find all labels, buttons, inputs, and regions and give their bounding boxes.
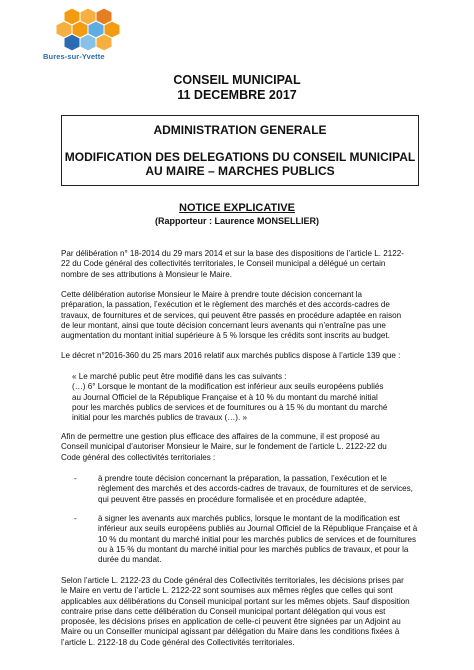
text-line: inférieur aux seuils européens publiés au Journal Officiel de la République Française et à <box>98 524 418 534</box>
text-line: 10 % du montant du marché initial pour les marchés publics de services et de fournitures <box>98 534 417 544</box>
text-line: Par délibération n° 18-2014 du 29 mars 2014 et sur la base des dispositions de l’article L. 2122- <box>61 249 404 258</box>
logo-text: Bures-sur-Yvette <box>43 52 105 61</box>
paragraph-4 <box>61 432 419 463</box>
bullet-text <box>98 514 419 565</box>
document-title <box>0 73 474 103</box>
notice-heading <box>0 202 474 227</box>
box-line-3: AU MAIRE – MARCHES PUBLICS <box>145 164 335 178</box>
text-line: Conseil municipal d’autoriser Monsieur le Maire, sur le fondement de l’article L. 2122-22 du <box>61 442 387 452</box>
text-line: pour les marchés publics de services et de fournitures ou à 15 % du montant du marché <box>72 402 388 412</box>
text-line: l’article L. 2122-18 du Code général des Collectivités territoriales. <box>61 637 295 647</box>
text-line: augmentation du montant initial supérieure à 5 % lorsque les crédits sont inscrits au budget. <box>61 331 390 341</box>
box-line-2: MODIFICATION DES DELEGATIONS DU CONSEIL MUNICIPAL <box>64 150 416 164</box>
text-line: le Maire en vertu de l’article L. 2122-22 sont soumises aux mêmes règles que celles qui sont <box>61 586 393 596</box>
text-line: à signer les avenants aux marchés publics, lorsque le montant de la modification est <box>98 514 400 523</box>
title-line-1: CONSEIL MUNICIPAL <box>173 73 301 87</box>
text-line: « Le marché public peut être modifié dans les cas suivants : <box>72 372 287 381</box>
text-line: nombre de ses attributions à Monsieur le Maire. <box>61 269 232 279</box>
text-line: durée du mandat. <box>98 555 162 565</box>
bullet-dash: - <box>74 514 77 523</box>
text-line: initial pour les marchés publics de travaux (…). » <box>72 413 247 423</box>
text-line: Selon l’article L. 2122-23 du Code général des Collectivités territoriales, les décisions prises par <box>61 576 404 585</box>
text-line: applicables aux délibérations du Conseil municipal portant sur les mêmes objets. Sauf disposition <box>61 596 410 606</box>
decree-quote <box>72 372 412 423</box>
text-line: contraire prise dans cette délibération du Conseil municipal portant délégation qui vous est <box>61 606 386 616</box>
text-line: règlement des marchés et des accords-cadres de travaux, de fournitures et de services, <box>98 484 413 494</box>
subject-box <box>61 115 419 186</box>
rapporteur: (Rapporteur : Laurence MONSELLIER) <box>154 216 319 226</box>
text-line: Code général des collectivités territoriales : <box>61 452 216 462</box>
paragraph-5 <box>61 576 419 648</box>
text-line: ou à 15 % du montant du marché initial pour les marchés publics de travaux, et pour la <box>98 544 409 554</box>
text-line: à prendre toute décision concernant la préparation, la passation, l’exécution et le <box>98 474 387 483</box>
text-line: de leur montant, ainsi que toute décision concernant leurs avenants qui n’entraîne pas une <box>61 320 386 330</box>
title-line-2: 11 DECEMBRE 2017 <box>177 88 297 102</box>
text-line: Cette délibération autorise Monsieur le Maire à prendre toute décision concernant la <box>61 290 362 299</box>
text-line: préparation, la passation, l’exécution et le règlement des marchés et des accords-cadres de <box>61 300 390 310</box>
paragraph-2 <box>61 290 419 341</box>
bullet-dash: - <box>74 474 77 483</box>
text-line: qui peuvent être passés en procédure formalisée et en procédure adaptée, <box>98 494 367 504</box>
paragraph-1 <box>61 249 419 280</box>
box-line-1: ADMINISTRATION GENERALE <box>153 123 327 137</box>
paragraph-3 <box>61 351 419 361</box>
text-line: proposée, les décisions prises en application de celle-ci peuvent être signées par un Adjoint au <box>61 617 401 627</box>
bullet-text <box>98 474 419 505</box>
text-line: au Journal Officiel de la République Française et à 10 % du montant du marché initial <box>72 392 378 402</box>
text-line: Afin de permettre une gestion plus efficace des affaires de la commune, il est proposé au <box>61 432 380 441</box>
text-line: 22 du Code général des collectivités territoriales, le Conseil municipal a délégué un certain <box>61 259 386 269</box>
text-line: travaux, de fournitures et de services, qui peuvent être passés en procédure adaptée en raison <box>61 310 402 320</box>
text-line: Le décret n°2016-360 du 25 mars 2016 relatif aux marchés publics dispose à l’article 139 que : <box>61 351 401 360</box>
text-line: (…) 6° Lorsque le montant de la modification est inférieur aux seuils européens publiés <box>72 382 384 392</box>
text-line: Maire ou un Conseiller municipal agissant par délégation du Maire dans les conditions fixées à <box>61 627 400 637</box>
notice-title: NOTICE EXPLICATIVE <box>179 202 295 214</box>
